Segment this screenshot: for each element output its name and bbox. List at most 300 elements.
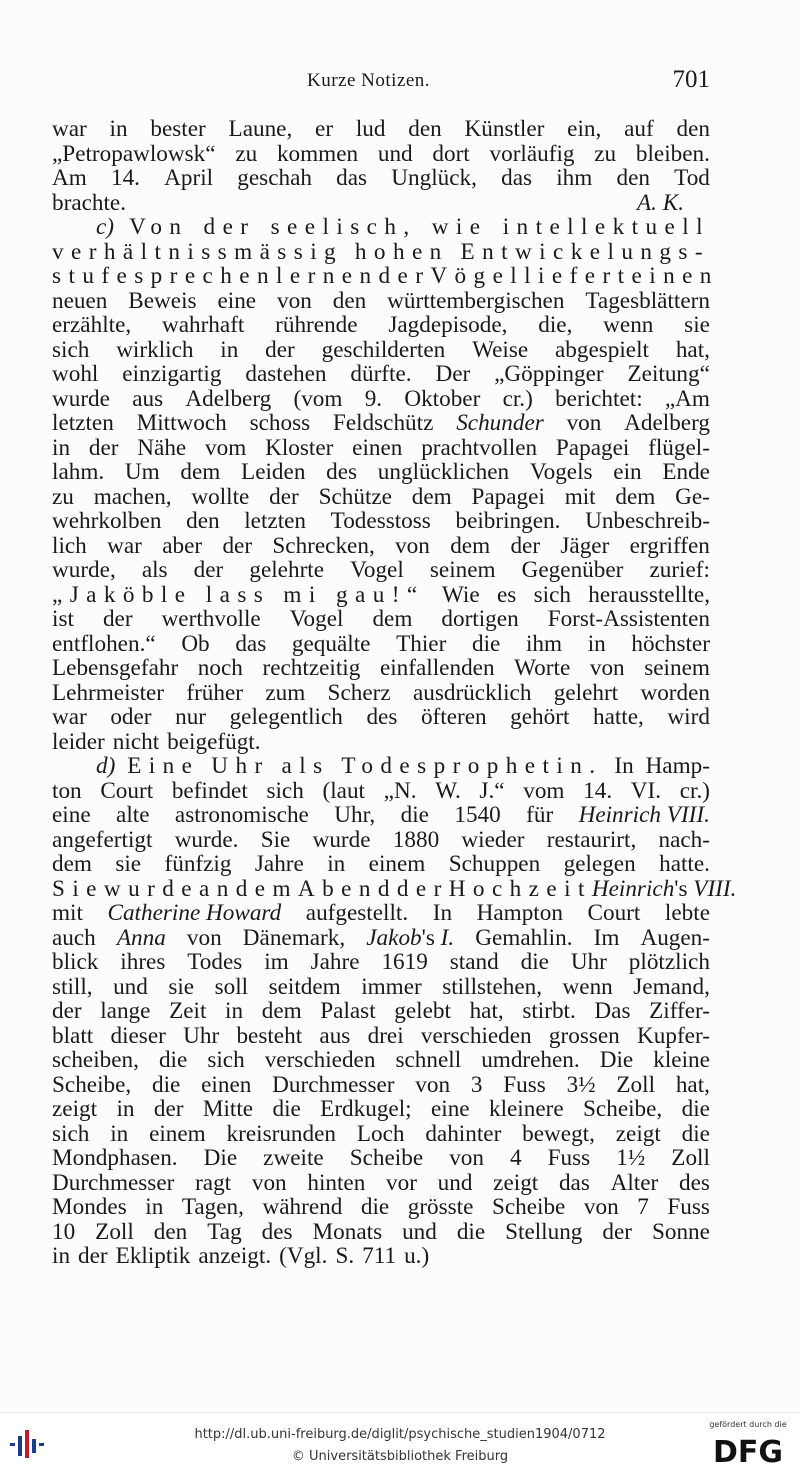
word: drei: [367, 1022, 404, 1049]
word: dem: [261, 998, 302, 1024]
word: höchster: [631, 630, 710, 657]
word: Mondphasen.: [52, 1145, 178, 1171]
text-line: [52, 142, 710, 167]
word: der: [265, 336, 295, 363]
word: zu: [235, 140, 258, 167]
word: Nähe: [137, 434, 187, 461]
page-number: 701: [672, 66, 710, 93]
copyright-notice: © Universitätsbibliothek Freiburg: [291, 1449, 509, 1464]
word: dem: [372, 606, 413, 632]
text-line: [52, 263, 719, 289]
word: der: [52, 998, 82, 1024]
word: prachtvollen: [421, 434, 538, 461]
word: Durchmesser: [272, 1071, 395, 1098]
word: (Vgl.: [279, 1243, 328, 1269]
word: Court: [587, 900, 641, 926]
word: öfteren: [420, 704, 487, 730]
word: ihm: [556, 165, 593, 191]
word: Monats: [312, 1218, 383, 1245]
word: auf: [624, 116, 654, 142]
word: Adelberg: [185, 385, 272, 412]
word: eine: [430, 1096, 470, 1122]
word: dem: [52, 851, 92, 877]
word: ragt: [195, 1169, 232, 1196]
word: hat,: [675, 1071, 710, 1098]
word: stirbt.: [522, 998, 576, 1024]
word: die: [158, 1047, 188, 1073]
word: Tagen,: [181, 1194, 244, 1220]
word: Mittwoch: [136, 410, 227, 436]
word: dieser: [110, 1022, 166, 1049]
word: gelegen: [563, 851, 636, 877]
word: aufgestellt.: [305, 900, 409, 926]
word: dahinter: [425, 1120, 502, 1147]
text-line: [52, 460, 710, 485]
word: Leiden: [241, 459, 306, 485]
word: Lehrmeister: [52, 679, 165, 706]
word: Fuss: [503, 1071, 546, 1098]
word: im: [264, 949, 289, 975]
word: April: [164, 165, 214, 191]
word: von: [277, 287, 312, 314]
word: das: [558, 1169, 590, 1196]
word: Fuss: [547, 1145, 591, 1171]
word: zu: [52, 483, 74, 510]
word: plötzlich: [628, 949, 710, 975]
word: als: [281, 753, 330, 779]
word: hat,: [675, 336, 710, 363]
word: kreisrunden: [226, 1120, 337, 1147]
word: Jemand,: [633, 973, 710, 1000]
word: cr.): [679, 777, 710, 804]
text-line: [52, 436, 710, 461]
word: Unbeschreib-: [585, 508, 710, 534]
word: die: [471, 630, 501, 657]
word: Uhr,: [334, 802, 376, 828]
word: Das: [594, 998, 631, 1024]
word: Tagesblättern: [585, 287, 710, 314]
word: 9.: [364, 385, 383, 412]
word: von: [415, 1071, 451, 1098]
person-name: [366, 926, 454, 951]
word: bester: [150, 116, 206, 142]
word: ausdrücklich: [412, 679, 532, 706]
word: sie: [684, 312, 710, 338]
word: als: [141, 557, 168, 583]
word: von: [251, 1169, 287, 1196]
word: war: [107, 532, 142, 559]
word: 1540: [454, 802, 501, 828]
word: Todesstoss: [330, 508, 431, 534]
text-line: [52, 705, 710, 730]
text-line: [52, 117, 710, 142]
word: Schütze: [318, 483, 392, 510]
word: der: [78, 1243, 108, 1269]
word: er: [315, 116, 334, 142]
word: blick: [52, 949, 99, 975]
word: Papagei: [555, 434, 630, 461]
word: Abend: [297, 875, 397, 902]
text-line: [52, 779, 710, 804]
text-line: [52, 289, 710, 314]
word: stand: [449, 949, 499, 975]
name-part: Jakob: [366, 924, 422, 951]
word: Die: [203, 1145, 238, 1171]
text-line: [52, 1171, 710, 1196]
word: dastehen: [245, 361, 327, 387]
word: 4: [510, 1145, 522, 1171]
word: zeigt: [493, 1169, 539, 1196]
word: wirklich: [116, 336, 194, 363]
word: Scheibe,: [52, 1071, 132, 1098]
text-line: [52, 803, 710, 828]
word: Ob: [181, 630, 210, 657]
funded-by-label: gefördert durch die: [709, 1420, 787, 1429]
word: Ziffer-: [649, 998, 710, 1024]
word: Sie: [52, 875, 104, 902]
word: Scheibe: [349, 1145, 424, 1171]
word: Zoll: [616, 1071, 656, 1098]
word: in: [110, 1120, 129, 1147]
word: in: [109, 116, 128, 142]
text-line: [52, 1146, 710, 1171]
word: zweite: [263, 1145, 324, 1171]
word: stillstehen,: [442, 973, 543, 1000]
word: wurde,: [52, 557, 116, 583]
word: still,: [52, 973, 93, 1000]
word: in: [52, 434, 71, 461]
text-line: [52, 166, 710, 191]
word: Zoll: [671, 1145, 710, 1171]
word: berichtet:: [555, 385, 643, 412]
word: verschieden: [420, 1022, 532, 1049]
text-line: [52, 999, 710, 1024]
word: nur: [175, 704, 207, 730]
word: Zoll: [95, 1218, 134, 1245]
text-line: [52, 240, 710, 265]
word: kommen: [276, 140, 359, 167]
word: zum: [265, 679, 306, 706]
word: die: [152, 1071, 181, 1098]
word: scheiben,: [52, 1047, 139, 1073]
word: und: [113, 973, 148, 1000]
word: wieder: [461, 826, 525, 853]
word: J.“: [479, 777, 505, 804]
dfg-logo-text: DFG: [712, 1435, 784, 1468]
word: seelisch,: [270, 214, 417, 240]
word: zurief:: [649, 557, 710, 583]
word: Weise: [472, 336, 529, 363]
word: (laut: [322, 777, 365, 804]
word: Uhr: [570, 949, 607, 975]
word: beigefügt.: [167, 728, 261, 755]
word: gequälte: [291, 630, 371, 657]
word: sich: [52, 336, 90, 363]
page-url[interactable]: http://dl.ub.uni-freiburg.de/diglit/psychische_studien1904/0712: [194, 1427, 606, 1442]
person-name: [592, 877, 737, 902]
word: u.): [404, 1243, 430, 1269]
text-line: [52, 852, 710, 877]
word: Ekliptik: [115, 1243, 191, 1269]
word: der: [88, 434, 119, 461]
word: lahm.: [52, 459, 105, 485]
word: die: [681, 1096, 710, 1122]
word: wie: [431, 214, 488, 240]
word: „Am: [664, 385, 710, 412]
word: der: [602, 1218, 632, 1245]
text-line: [52, 1048, 710, 1073]
word: Fuss: [667, 1194, 710, 1220]
word: Jahre: [310, 949, 360, 975]
word: Forst-Assistenten: [547, 606, 710, 632]
word: herausstellte,: [588, 581, 710, 608]
word: die: [456, 1218, 486, 1245]
word: Tag: [207, 1218, 242, 1245]
word: Scheibe,: [583, 1096, 663, 1122]
word: Laune,: [228, 116, 293, 142]
text-line: [52, 387, 710, 412]
word: Gegenüber: [521, 557, 624, 583]
word: von: [583, 1194, 619, 1220]
word: dem: [235, 875, 298, 902]
text-line: [52, 485, 710, 510]
viewer-footer: [0, 1412, 800, 1473]
word: Schrecken,: [272, 532, 375, 559]
word: lange: [100, 998, 151, 1024]
word: einen: [201, 1071, 252, 1098]
word: zeigt: [615, 1120, 661, 1147]
word: Todesprophetin.: [341, 753, 603, 779]
text-line: [52, 313, 710, 338]
word: Kloster: [265, 434, 334, 461]
word: astronomische: [174, 802, 309, 828]
word: mit: [52, 900, 83, 926]
word: den: [332, 287, 367, 314]
word: Kupfer-: [637, 1022, 710, 1049]
word: hohen: [354, 238, 449, 265]
word: nach-: [658, 826, 710, 853]
text-line: [52, 509, 710, 534]
possessive: 's: [674, 875, 688, 902]
word: lud: [355, 116, 386, 142]
word: erzählte,: [52, 312, 132, 338]
word: seinem: [644, 655, 710, 681]
word: aus: [132, 385, 164, 412]
word: des: [678, 1169, 710, 1196]
word: gelehrte: [249, 557, 325, 583]
word: abgespielt: [554, 336, 649, 363]
text-line: [52, 1244, 710, 1269]
word: Zeitung“: [627, 361, 710, 387]
word: die: [681, 1120, 710, 1147]
running-title: Kurze Notizen.: [307, 70, 431, 91]
word: anzeigt.: [198, 1243, 272, 1269]
word: Papagei: [471, 483, 545, 510]
word: Adelberg: [624, 410, 710, 436]
word: 14.: [110, 165, 140, 191]
word: Vogels: [529, 459, 593, 485]
word: rechtzeitig: [262, 655, 361, 681]
word: das: [336, 165, 368, 191]
text-line: [52, 901, 710, 926]
word: entflohen.“: [52, 630, 156, 657]
text-line: [52, 1122, 710, 1147]
word: einen: [631, 263, 719, 289]
word: das: [235, 630, 267, 657]
word: beibringen.: [455, 508, 561, 534]
word: den: [186, 508, 220, 534]
word: letzten: [244, 508, 307, 534]
word: dort: [432, 140, 470, 167]
word: der: [222, 532, 253, 559]
word: geschah: [237, 165, 312, 191]
word: dem: [180, 459, 221, 485]
word: Vogel: [350, 557, 404, 583]
word: eine: [52, 802, 91, 828]
person-name: Schunder: [456, 410, 544, 436]
word: 1619: [381, 949, 428, 975]
word: vorläufig: [489, 140, 575, 167]
text-line: [52, 411, 710, 436]
word: wenn: [562, 973, 613, 1000]
text-line: [52, 1220, 710, 1245]
word: sich: [52, 1120, 90, 1147]
word: ihres: [120, 949, 166, 975]
word: der: [510, 532, 541, 559]
parrot-quote: „Jaköble lass mi gau!“: [52, 581, 425, 608]
word: neuen: [52, 287, 108, 314]
word: alte: [116, 802, 150, 828]
text-line: [52, 215, 710, 240]
text-line: [52, 1073, 710, 1098]
word: von: [186, 924, 222, 951]
person-name: Heinrich VIII.: [578, 802, 710, 828]
word: dortigen: [441, 606, 519, 632]
word: dem: [411, 483, 452, 510]
word: kleine: [653, 1047, 710, 1073]
word: Von: [129, 214, 189, 240]
word: gelegentlich: [229, 704, 343, 730]
word: früher: [186, 679, 243, 706]
word: gehört: [510, 704, 570, 730]
word: ton: [52, 777, 82, 804]
word: Lebensgefahr: [52, 655, 179, 681]
word: sich: [207, 1047, 245, 1073]
text-line: [52, 583, 710, 608]
name-part: VIII.: [693, 875, 737, 902]
text-line: [52, 558, 710, 583]
word: Jahre: [254, 851, 304, 877]
article-text: [52, 116, 737, 1269]
word: ein: [613, 459, 642, 485]
word: es: [496, 581, 517, 608]
word: intellektuell: [502, 214, 710, 240]
word: Vogel: [289, 606, 344, 632]
word: ihm: [525, 630, 563, 657]
word: Beweis: [128, 287, 197, 314]
word: „N.: [383, 777, 417, 804]
word: Entwickelungs-: [460, 238, 710, 265]
section-label: c): [96, 214, 115, 240]
word: wahrhaft: [161, 312, 245, 338]
word: liefert: [524, 263, 632, 289]
word: Scheibe: [491, 1194, 566, 1220]
word: letzten: [52, 410, 114, 436]
word: stufe: [52, 263, 135, 289]
word: in: [145, 1194, 164, 1220]
word: von: [566, 410, 602, 436]
word: hat,: [469, 998, 504, 1024]
text-line: [52, 607, 710, 632]
word: wenn: [603, 312, 654, 338]
word: 1880: [392, 826, 440, 853]
word: worden: [640, 679, 710, 706]
word: bleiben.: [635, 140, 710, 167]
word: vom: [205, 434, 247, 461]
name-part: Heinrich: [591, 875, 675, 902]
word: flügel-: [648, 434, 710, 461]
word: verschieden: [264, 1047, 376, 1073]
word: befindet: [171, 777, 248, 804]
word: vor: [386, 1169, 417, 1196]
word: in: [327, 851, 346, 877]
word: württembergischen: [387, 287, 565, 314]
text-line: [52, 656, 710, 681]
word: sie: [168, 973, 195, 1000]
text-line: [52, 534, 710, 559]
word: der: [193, 557, 224, 583]
word: die: [272, 1096, 301, 1122]
word: wurde: [52, 385, 110, 412]
word: fünfzig: [164, 851, 232, 877]
word: (vom: [293, 385, 343, 412]
word: zeigt: [52, 1096, 98, 1122]
word: hatte.: [659, 851, 710, 877]
word: 3: [470, 1071, 483, 1098]
word: der: [203, 214, 256, 240]
word: Unglück,: [391, 165, 477, 191]
word: Augen-: [640, 924, 710, 951]
word: vom: [523, 777, 565, 804]
word: bewegt,: [522, 1120, 595, 1147]
word: schoss: [249, 410, 311, 436]
word: Palast: [320, 998, 376, 1024]
word: lich: [52, 532, 87, 559]
word: ergriffen: [629, 532, 710, 559]
word: des: [326, 459, 358, 485]
word: des: [261, 1218, 293, 1245]
word: Mitte: [202, 1096, 254, 1122]
word: der: [153, 1096, 184, 1122]
word: grossen: [548, 1022, 620, 1049]
word: Zeit: [169, 998, 207, 1024]
word: Vögel: [430, 263, 525, 289]
word: Feldschütz: [332, 410, 434, 436]
word: wird: [667, 704, 710, 730]
word: sich: [533, 581, 571, 608]
word: und: [402, 1218, 437, 1245]
word: ist: [52, 606, 74, 632]
word: leider: [52, 728, 105, 755]
word: in: [225, 998, 244, 1024]
word: der: [269, 483, 299, 510]
word: seinem: [429, 557, 496, 583]
word: dem: [450, 532, 491, 559]
word: Worte: [514, 655, 571, 681]
word: schnell: [395, 1047, 462, 1073]
word: seitdem: [268, 973, 341, 1000]
word: in: [220, 336, 239, 363]
